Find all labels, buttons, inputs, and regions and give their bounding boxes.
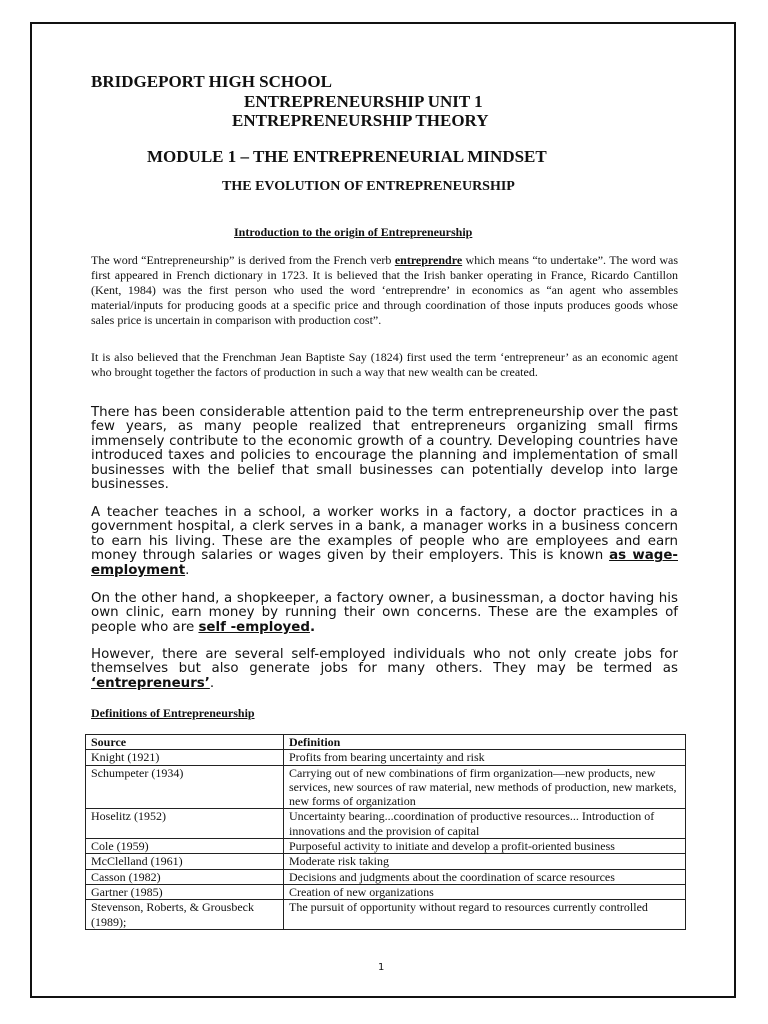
section-title: THE EVOLUTION OF ENTREPRENEURSHIP bbox=[222, 179, 515, 194]
school-name: BRIDGEPORT HIGH SCHOOL bbox=[91, 72, 332, 91]
cell-source: Schumpeter (1934) bbox=[86, 765, 284, 809]
term-entreprendre: entreprendre bbox=[394, 253, 463, 267]
paragraph-attention: There has been considerable attention paid to the term entrepreneurship over the past few years, as many people realized that entrepreneurs organizing small firms immensely contribute to the economic growth of a country. Developing countries have introduced taxes and policies to encourage the planning and implementation of small businesses with the belief that small businesses can potentially develop into large businesses. bbox=[91, 405, 678, 493]
table-row bbox=[86, 809, 686, 839]
paragraph-self-employed bbox=[91, 592, 678, 635]
cell-source: McClelland (1961) bbox=[86, 854, 284, 869]
cell-definition: Creation of new organizations bbox=[284, 884, 686, 899]
paragraph-entrepreneurs-text-a: However, there are several self-employed individuals who not only create jobs for themselves but also generate jobs for many others. They may be termed as bbox=[91, 647, 678, 677]
table-row bbox=[86, 765, 686, 809]
paragraph-origin bbox=[91, 253, 678, 328]
table-row bbox=[86, 854, 686, 869]
cell-definition: Purposeful activity to initiate and develop a profit-oriented business bbox=[284, 839, 686, 854]
intro-heading: Introduction to the origin of Entrepreneurship bbox=[234, 225, 473, 239]
definitions-heading: Definitions of Entrepreneurship bbox=[91, 706, 255, 720]
cell-source: Stevenson, Roberts, & Grousbeck (1989); bbox=[86, 900, 284, 930]
definitions-header-row bbox=[86, 735, 686, 750]
table-row bbox=[86, 900, 686, 930]
term-wage-employment: as wage-employment bbox=[91, 548, 678, 578]
column-header-definition: Definition bbox=[284, 735, 686, 750]
cell-definition: Carrying out of new combinations of firm organization—new products, new services, new sources of raw material, new methods of production, new markets, new forms of organization bbox=[284, 765, 686, 809]
table-row bbox=[86, 839, 686, 854]
term-entrepreneurs: ‘entrepreneurs’ bbox=[91, 675, 210, 691]
paragraph-say: It is also believed that the Frenchman Jean Baptiste Say (1824) first used the term ‘entrepreneur’ as an economic agent who brought together the factors of production in such a way that new wealth can be created. bbox=[91, 350, 678, 379]
cell-definition: Decisions and judgments about the coordination of scarce resources bbox=[284, 869, 686, 884]
cell-definition: The pursuit of opportunity without regard to resources currently controlled bbox=[284, 900, 686, 930]
module-title: MODULE 1 – THE ENTREPRENEURIAL MINDSET bbox=[147, 147, 547, 166]
theory-title: ENTREPRENEURSHIP THEORY bbox=[232, 111, 489, 130]
definitions-table bbox=[85, 734, 686, 930]
paragraph-self-text-b: . bbox=[309, 619, 316, 635]
cell-definition: Moderate risk taking bbox=[284, 854, 686, 869]
paragraph-origin-text-a: The word “Entrepreneurship” is derived from the French verb bbox=[91, 253, 395, 267]
unit-title: ENTREPRENEURSHIP UNIT 1 bbox=[244, 92, 483, 111]
paragraph-origin-text-b: which means “to undertake”. The word was first appeared in French dictionary in 1723. It is believed that the Irish banker operating in France, Ricardo Cantillon (Kent, 1984) was the first person who used the word ‘entreprendre’ in economics as “an agent who assembles material/inputs for producing goods at a specific price and through coordination of those inputs produces goods whose sales price is uncertain in comparison with production cost”. bbox=[91, 253, 678, 327]
table-row bbox=[86, 869, 686, 884]
cell-source: Knight (1921) bbox=[86, 750, 284, 765]
paragraph-entrepreneurs-text-b: . bbox=[209, 675, 215, 691]
page-number: 1 bbox=[378, 962, 385, 973]
cell-source: Cole (1959) bbox=[86, 839, 284, 854]
term-self-employed: self -employed bbox=[198, 619, 310, 635]
paragraph-entrepreneurs bbox=[91, 648, 678, 691]
paragraph-wage-employment bbox=[91, 506, 678, 578]
cell-source: Hoselitz (1952) bbox=[86, 809, 284, 839]
paragraph-self-text-a: On the other hand, a shopkeeper, a factory owner, a businessman, a doctor having his own clinic, earn money by running their own concerns. These are the examples of people who are bbox=[91, 591, 678, 635]
table-row bbox=[86, 750, 686, 765]
cell-source: Gartner (1985) bbox=[86, 884, 284, 899]
column-header-source: Source bbox=[86, 735, 284, 750]
cell-source: Casson (1982) bbox=[86, 869, 284, 884]
table-row bbox=[86, 884, 686, 899]
paragraph-wage-text-a: A teacher teaches in a school, a worker works in a factory, a doctor practices in a government hospital, a clerk serves in a bank, a manager works in a business concern to earn his living. These are the examples of people who are employees and earn money through salaries or wages given by their employers. This is known bbox=[91, 505, 678, 564]
cell-definition: Profits from bearing uncertainty and risk bbox=[284, 750, 686, 765]
paragraph-wage-text-b: . bbox=[185, 562, 190, 578]
cell-definition: Uncertainty bearing...coordination of productive resources... Introduction of innovations and the provision of capital bbox=[284, 809, 686, 839]
